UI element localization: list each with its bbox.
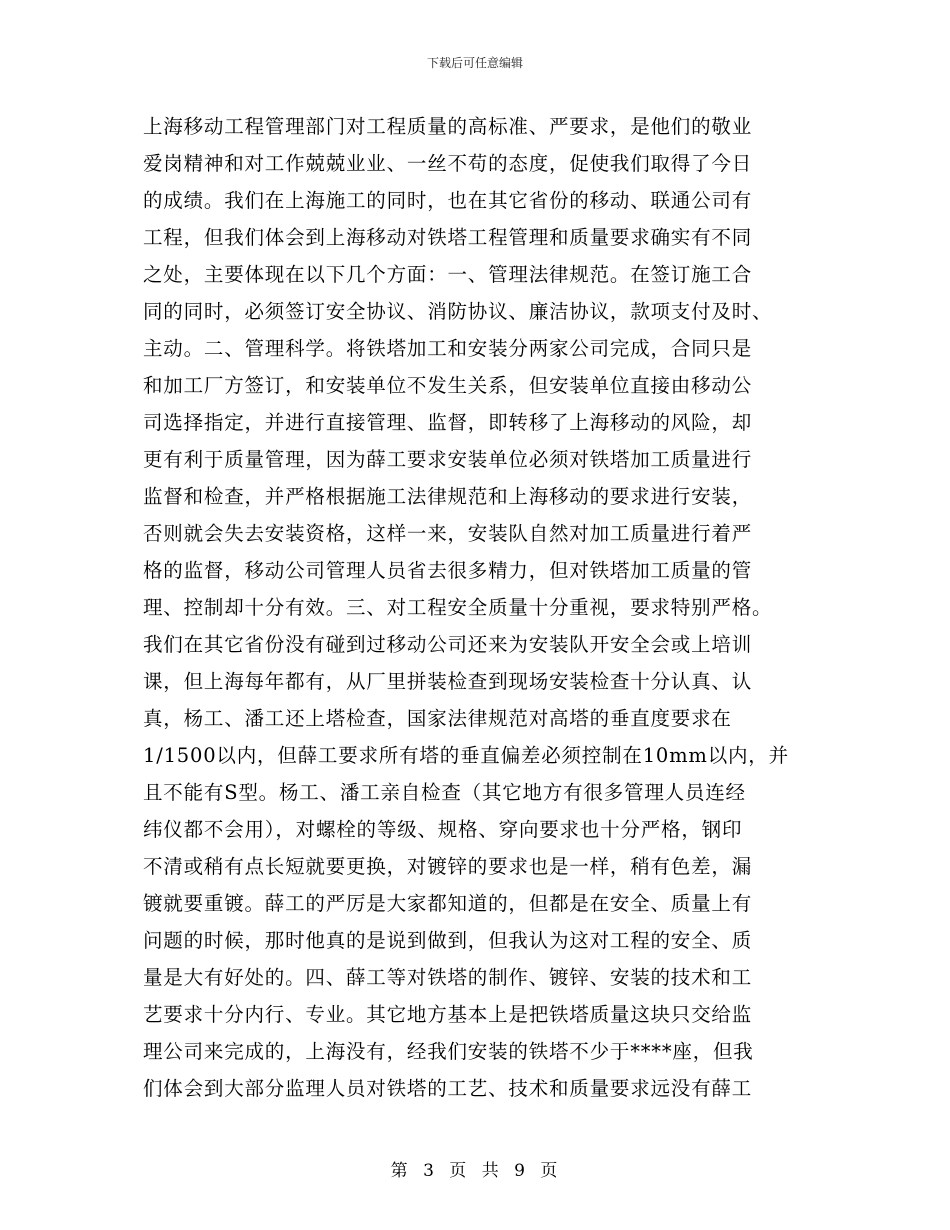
text-line: 的成绩。我们在上海施工的同时，也在其它省份的移动、联通公司有 <box>143 189 753 212</box>
current-page-number: 3 <box>423 1161 436 1181</box>
text-line: 艺要求十分内行、专业。其它地方基本上是把铁塔质量这块只交给监 <box>143 1003 753 1026</box>
total-page-count: 9 <box>514 1161 527 1181</box>
document-body <box>143 108 815 1107</box>
text-line: 1/1500以内，但薛工要求所有塔的垂直偏差必须控制在10mm以内，并 <box>143 744 789 767</box>
text-line: 主动。二、管理科学。将铁塔加工和安装分两家公司完成，合同只是 <box>143 337 753 360</box>
text-line: 工程，但我们体会到上海移动对铁塔工程管理和质量要求确实有不同 <box>143 226 753 249</box>
text-line: 司选择指定，并进行直接管理、监督，即转移了上海移动的风险，却 <box>143 411 753 434</box>
text-line: 监督和检查，并严格根据施工法律规范和上海移动的要求进行安装， <box>143 485 753 508</box>
footer-page-word: 页 <box>449 1161 469 1181</box>
text-line: 们体会到大部分监理人员对铁塔的工艺、技术和质量要求远没有薛工 <box>143 1077 753 1100</box>
text-line: 上海移动工程管理部门对工程质量的高标准、严要求，是他们的敬业 <box>143 115 753 138</box>
text-line: 课，但上海每年都有，从厂里拼装检查到现场安装检查十分认真、认 <box>143 670 753 693</box>
text-line: 纬仪都不会用），对螺栓的等级、规格、穿向要求也十分严格，钢印 <box>143 818 743 841</box>
footer-total-word: 共 <box>481 1161 501 1181</box>
text-line: 我们在其它省份没有碰到过移动公司还来为安装队开安全会或上培训 <box>143 633 753 656</box>
page-footer <box>0 1156 950 1181</box>
text-line: 之处，主要体现在以下几个方面：一、管理法律规范。在签订施工合 <box>143 263 753 286</box>
text-line: 更有利于质量管理，因为薛工要求安装单位必须对铁塔加工质量进行 <box>143 448 753 471</box>
text-line: 且不能有S型。杨工、潘工亲自检查（其它地方有很多管理人员连经 <box>143 781 746 804</box>
text-line: 问题的时候，那时他真的是说到做到，但我认为这对工程的安全、质 <box>143 929 753 952</box>
footer-prefix: 第 <box>390 1161 410 1181</box>
footer-suffix: 页 <box>540 1161 560 1181</box>
text-line: 和加工厂方签订，和安装单位不发生关系，但安装单位直接由移动公 <box>143 374 753 397</box>
text-line: 格的监督，移动公司管理人员省去很多精力，但对铁塔加工质量的管 <box>143 559 753 582</box>
text-line: 镀就要重镀。薛工的严厉是大家都知道的，但都是在安全、质量上有 <box>143 892 753 915</box>
text-line: 爱岗精神和对工作兢兢业业、一丝不苟的态度，促使我们取得了今日 <box>143 152 753 175</box>
text-line: 真，杨工、潘工还上塔检查，国家法律规范对高塔的垂直度要求在 <box>143 707 732 730</box>
text-line: 量是大有好处的。四、薛工等对铁塔的制作、镀锌、安装的技术和工 <box>143 966 753 989</box>
text-line: 理公司来完成的，上海没有，经我们安装的铁塔不少于****座，但我 <box>143 1040 754 1063</box>
text-line: 否则就会失去安装资格，这样一来，安装队自然对加工质量进行着严 <box>143 522 753 545</box>
text-line: 理、控制却十分有效。三、对工程安全质量十分重视，要求特别严格。 <box>143 596 773 619</box>
text-line: 不清或稍有点长短就要更换，对镀锌的要求也是一样，稍有色差，漏 <box>143 855 753 878</box>
text-line: 同的同时，必须签订安全协议、消防协议、廉洁协议，款项支付及时、 <box>143 300 773 323</box>
page-header: 下载后可任意编辑 <box>426 56 523 70</box>
